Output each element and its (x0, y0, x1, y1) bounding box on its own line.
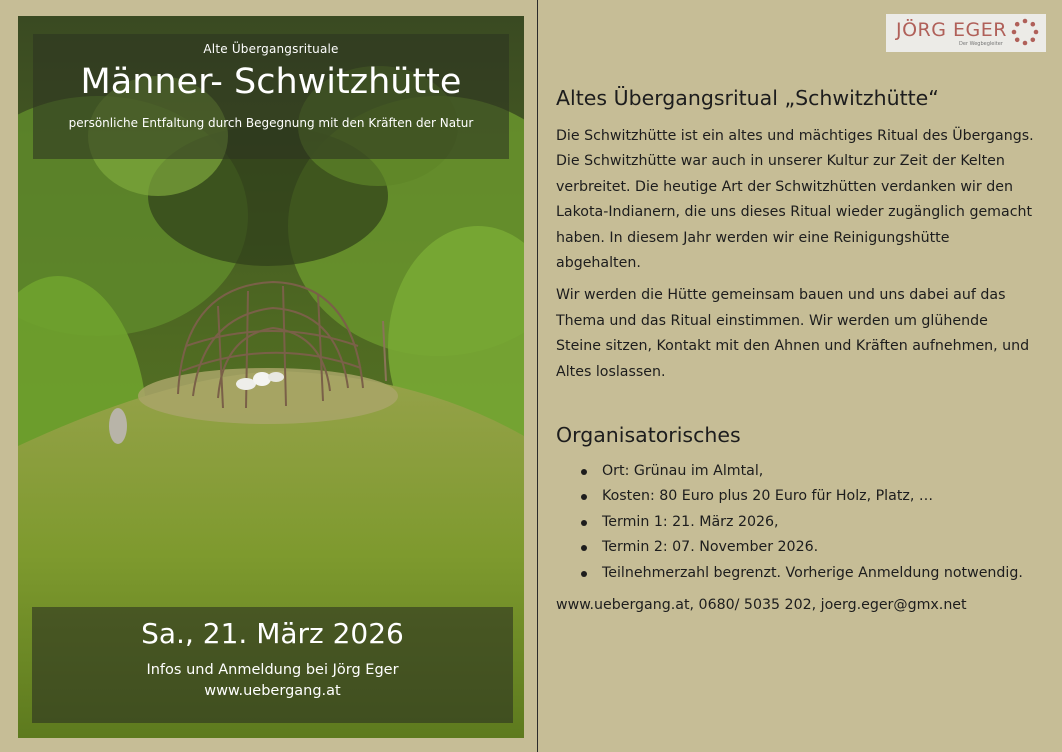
brand-logo (886, 14, 1046, 52)
article-heading: Altes Übergangsritual „Schwitzhütte“ (556, 86, 939, 110)
organisation-list (556, 459, 1036, 586)
article-paragraph-2: Wir werden die Hütte gemeinsam bauen und uns dabei auf das Thema und das Ritual einstimmen. Wir werden um glühende Steine sitzen, Kontakt mit den Ahnen und Kräften aufnehmen, und Altes loslassen. (556, 287, 1030, 380)
logo-name: JÖRG EGER (896, 19, 1007, 41)
article-paragraph-1: Die Schwitzhütte ist ein altes und mächtiges Ritual des Übergangs. Die Schwitzhütte war auch in unserer Kultur zur Zeit der Kelten verbreitet. Die heutige Art der Schwitzhütten verdanken wir den Lakota-Indianern, die uns dieses Ritual wieder zugänglich gemacht haben. In diesem Jahr werden wir eine Reinigungshütte abgehalten. (556, 128, 1034, 272)
organisation-heading: Organisatorisches (556, 423, 741, 448)
article (556, 86, 1036, 613)
logo-tagline: Der Wegbegleiter (959, 41, 1003, 47)
list-item: Termin 1: 21. März 2026, (578, 510, 1036, 535)
page-divider (537, 0, 538, 752)
poster-website: www.uebergang.at (204, 683, 341, 699)
event-poster (18, 16, 524, 738)
poster-title: Männer- Schwitzhütte (80, 62, 462, 102)
list-item: Teilnehmerzahl begrenzt. Vorherige Anmeldung notwendig. (578, 561, 1036, 586)
poster-date: Sa., 21. März 2026 (141, 617, 404, 650)
poster-date-box (32, 607, 513, 723)
poster-subtitle: persönliche Entfaltung durch Begegnung mit den Kräften der Natur (68, 116, 474, 130)
list-item: Kosten: 80 Euro plus 20 Euro für Holz, Platz, … (578, 484, 1036, 509)
poster-title-box (33, 34, 509, 159)
poster-kicker: Alte Übergangsrituale (203, 42, 339, 56)
list-item: Termin 2: 07. November 2026. (578, 535, 1036, 560)
contact-line: www.uebergang.at, 0680/ 5035 202, joerg.eger@gmx.net (556, 597, 967, 614)
poster-info: Infos und Anmeldung bei Jörg Eger (146, 662, 399, 678)
dot-circle-icon (1011, 18, 1039, 46)
list-item: Ort: Grünau im Almtal, (578, 459, 1036, 484)
